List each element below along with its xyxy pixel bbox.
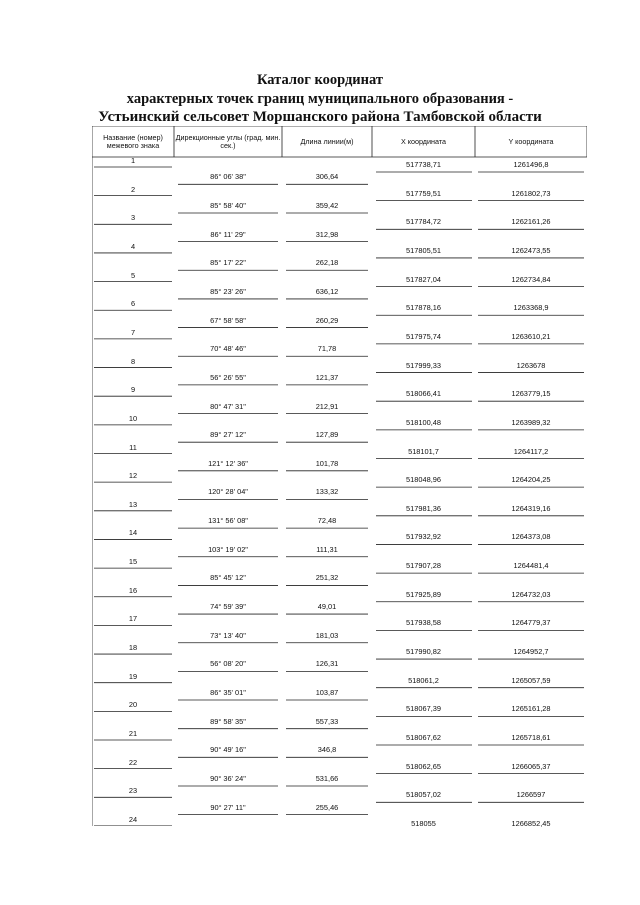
directional-angle: 103° 19' 02" bbox=[208, 544, 248, 554]
y-coordinate-value: 1265161,28 bbox=[511, 704, 551, 714]
header-point-name: Название (номер) межевого знака bbox=[103, 132, 163, 150]
y-coordinate-value: 1266065,37 bbox=[511, 761, 551, 771]
catalog-subtitle: характерных точек границ муниципального образования - bbox=[126, 91, 514, 107]
y-coordinate-value: 1265057,59 bbox=[511, 675, 551, 685]
directional-angle: 80° 47' 31" bbox=[210, 401, 246, 411]
x-coordinate-value: 517981,36 bbox=[406, 503, 441, 513]
x-coordinate-value: 517759,51 bbox=[406, 188, 441, 198]
point-number: 1 bbox=[130, 156, 136, 165]
directional-angle: 90° 36' 24" bbox=[210, 773, 246, 783]
point-number: 14 bbox=[128, 528, 138, 538]
point-number: 13 bbox=[128, 499, 138, 509]
line-length: 133,32 bbox=[315, 487, 339, 497]
line-length: 181,03 bbox=[315, 630, 339, 640]
y-coordinate-value: 1262161,26 bbox=[511, 217, 551, 227]
header-directional-angles: Дирекционные углы (град. мин. сек.) bbox=[175, 132, 281, 150]
directional-angle: 70° 48' 46" bbox=[210, 344, 246, 354]
line-length: 121,37 bbox=[315, 372, 339, 382]
point-number: 19 bbox=[128, 671, 138, 681]
directional-angle: 121° 12' 36" bbox=[208, 458, 248, 468]
y-coordinate-value: 1266597 bbox=[516, 790, 546, 800]
directional-angle: 56° 08' 20" bbox=[210, 659, 246, 669]
directional-angle: 131° 56' 08" bbox=[208, 516, 248, 526]
point-number: 17 bbox=[128, 614, 138, 624]
directional-angle: 85° 58' 40" bbox=[210, 200, 246, 210]
line-length: 255,46 bbox=[315, 802, 339, 812]
y-coordinate-value: 1263678 bbox=[516, 360, 546, 370]
x-coordinate-value: 518066,41 bbox=[406, 389, 441, 399]
line-length: 126,31 bbox=[315, 659, 339, 669]
x-coordinate-value: 517999,33 bbox=[406, 360, 441, 370]
x-coordinate-value: 518055 bbox=[411, 818, 436, 828]
y-coordinate-value: 1262734,84 bbox=[511, 274, 551, 284]
directional-angle: 74° 59' 39" bbox=[210, 602, 246, 612]
line-length: 72,48 bbox=[317, 516, 337, 526]
directional-angle: 85° 17' 22" bbox=[210, 258, 246, 268]
y-coordinate-value: 1264204,25 bbox=[511, 475, 551, 485]
line-length: 557,33 bbox=[315, 716, 339, 726]
directional-angle: 85° 45' 12" bbox=[210, 573, 246, 583]
point-number: 22 bbox=[128, 757, 138, 767]
directional-angle: 90° 49' 16" bbox=[210, 745, 246, 755]
x-coordinate-value: 518062,65 bbox=[406, 761, 441, 771]
line-length: 359,42 bbox=[315, 200, 339, 210]
directional-angle: 73° 13' 40" bbox=[210, 630, 246, 640]
directional-angle: 86° 06' 38" bbox=[210, 172, 246, 182]
x-coordinate-value: 517938,58 bbox=[406, 618, 441, 628]
point-number: 15 bbox=[128, 557, 138, 567]
catalog-subtitle-municipality: Устьинский сельсовет Моршанского района Тамбовской области bbox=[98, 109, 542, 125]
line-length: 346,8 bbox=[317, 745, 337, 755]
coordinate-catalog-table bbox=[92, 126, 587, 826]
point-number: 20 bbox=[128, 700, 138, 710]
header-y-coordinate: Y координата bbox=[508, 136, 554, 146]
header-x-coordinate: X координата bbox=[400, 136, 447, 146]
y-coordinate-value: 1266852,45 bbox=[511, 818, 551, 828]
y-coordinate-value: 1263610,21 bbox=[511, 331, 551, 341]
point-number: 24 bbox=[128, 814, 138, 824]
x-coordinate-value: 517990,82 bbox=[406, 647, 441, 657]
x-coordinate-value: 517738,71 bbox=[406, 160, 441, 169]
x-coordinate-value: 517932,92 bbox=[406, 532, 441, 542]
x-coordinate-value: 518067,39 bbox=[406, 704, 441, 714]
line-length: 531,66 bbox=[315, 773, 339, 783]
x-coordinate-value: 518057,02 bbox=[406, 790, 441, 800]
x-coordinate-value: 518061,2 bbox=[408, 675, 439, 685]
point-number: 18 bbox=[128, 643, 138, 653]
y-coordinate-value: 1264779,37 bbox=[511, 618, 551, 628]
y-coordinate-value: 1261802,73 bbox=[511, 188, 551, 198]
point-number: 3 bbox=[130, 213, 136, 223]
line-length: 251,32 bbox=[315, 573, 339, 583]
y-coordinate-value: 1264319,16 bbox=[511, 503, 551, 513]
point-number: 10 bbox=[128, 413, 138, 423]
point-number: 23 bbox=[128, 786, 138, 796]
x-coordinate-value: 518100,48 bbox=[406, 417, 441, 427]
point-number: 21 bbox=[128, 729, 138, 738]
y-coordinate-value: 1264373,08 bbox=[511, 532, 551, 542]
x-coordinate-value: 517975,74 bbox=[406, 331, 441, 341]
point-number: 12 bbox=[128, 471, 138, 481]
x-coordinate-value: 518067,62 bbox=[406, 733, 441, 742]
directional-angle: 86° 11' 29" bbox=[210, 229, 246, 239]
header-line-length: Длина линии(м) bbox=[300, 136, 354, 146]
line-length: 260,29 bbox=[315, 315, 339, 325]
line-length: 312,98 bbox=[315, 229, 339, 239]
line-length: 71,78 bbox=[317, 344, 337, 354]
y-coordinate-value: 1263989,32 bbox=[511, 417, 551, 427]
x-coordinate-value: 517925,89 bbox=[406, 589, 441, 599]
directional-angle: 67° 58' 58" bbox=[210, 315, 246, 325]
catalog-title: Каталог координат bbox=[256, 72, 384, 88]
y-coordinate-value: 1264117,2 bbox=[513, 446, 549, 456]
line-length: 636,12 bbox=[315, 286, 339, 296]
point-number: 2 bbox=[130, 184, 136, 194]
point-number: 8 bbox=[130, 356, 136, 366]
point-number: 9 bbox=[130, 385, 136, 395]
x-coordinate-value: 517805,51 bbox=[406, 245, 441, 255]
y-coordinate-value: 1262473,55 bbox=[511, 245, 551, 255]
point-number: 5 bbox=[130, 270, 136, 280]
line-length: 306,64 bbox=[315, 172, 339, 182]
directional-angle: 86° 35' 01" bbox=[210, 688, 246, 698]
x-coordinate-value: 517784,72 bbox=[406, 217, 441, 227]
directional-angle: 90° 27' 11" bbox=[210, 802, 246, 812]
line-length: 127,89 bbox=[315, 430, 339, 440]
point-number: 6 bbox=[130, 299, 136, 309]
x-coordinate-value: 518101,7 bbox=[408, 446, 439, 456]
x-coordinate-value: 518048,96 bbox=[406, 475, 441, 485]
point-number: 7 bbox=[130, 327, 136, 337]
line-length: 101,78 bbox=[315, 458, 339, 468]
y-coordinate-value: 1264481,4 bbox=[513, 561, 549, 571]
directional-angle: 56° 26' 55" bbox=[210, 372, 246, 382]
x-coordinate-value: 517827,04 bbox=[406, 274, 441, 284]
x-coordinate-value: 517907,28 bbox=[406, 561, 441, 571]
point-number: 11 bbox=[129, 442, 137, 452]
line-length: 49,01 bbox=[317, 602, 337, 612]
directional-angle: 89° 58' 35" bbox=[210, 716, 246, 726]
y-coordinate-value: 1265718,61 bbox=[511, 733, 551, 742]
point-number: 16 bbox=[128, 585, 138, 595]
line-length: 111,31 bbox=[316, 544, 338, 554]
y-coordinate-value: 1264952,7 bbox=[513, 647, 549, 657]
line-length: 103,87 bbox=[315, 688, 339, 698]
line-length: 262,18 bbox=[315, 258, 339, 268]
y-coordinate-value: 1264732,03 bbox=[511, 589, 551, 599]
y-coordinate-value: 1263368,9 bbox=[513, 303, 549, 313]
point-number: 4 bbox=[130, 241, 136, 251]
line-length: 212,91 bbox=[315, 401, 339, 411]
y-coordinate-value: 1263779,15 bbox=[511, 389, 551, 399]
directional-angle: 85° 23' 26" bbox=[210, 286, 246, 296]
directional-angle: 89° 27' 12" bbox=[210, 430, 246, 440]
directional-angle: 120° 28' 04" bbox=[208, 487, 248, 497]
x-coordinate-value: 517878,16 bbox=[406, 303, 441, 313]
y-coordinate-value: 1261496,8 bbox=[513, 160, 549, 169]
